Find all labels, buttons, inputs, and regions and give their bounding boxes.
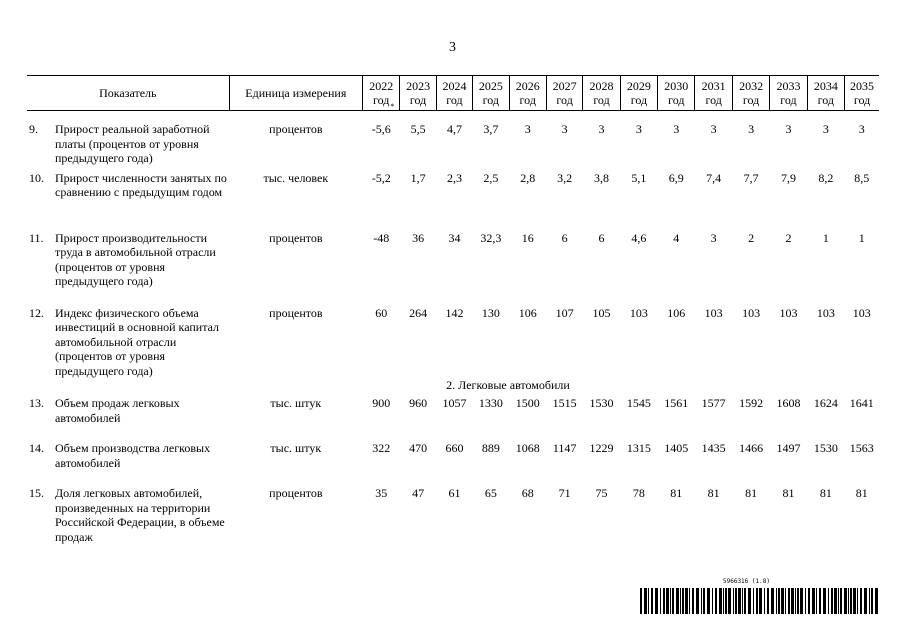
cell-value-2031: 103 — [704, 305, 723, 320]
cell-value-2033: 81 — [782, 486, 795, 500]
cell-value-2035: 3 — [858, 122, 865, 136]
cell-value-2027: 3,2 — [557, 170, 573, 185]
barcode-bar — [648, 588, 649, 614]
barcode-bar — [689, 588, 690, 614]
header-year-2025 — [473, 76, 509, 111]
row-number: 12. — [29, 305, 44, 320]
cell-value-2035: 8,5 — [854, 170, 870, 185]
barcode-bar — [712, 588, 713, 614]
cell-value-2031: 3 — [710, 230, 717, 245]
cell-value-2028: 75 — [595, 486, 608, 500]
header-year-suffix: год — [817, 93, 835, 107]
row-indicator — [27, 111, 229, 171]
barcode-bar — [663, 588, 665, 614]
barcode-bar — [728, 588, 731, 614]
header-year-2024 — [436, 76, 472, 111]
cell-value-2028: 3,8 — [594, 170, 609, 185]
cell-value-2028: 6 — [598, 230, 605, 245]
barcode-bar — [795, 588, 796, 614]
header-year-suffix: год — [373, 93, 390, 107]
barcode-bar — [797, 588, 799, 614]
row-number: 13. — [29, 396, 44, 410]
barcode-bar — [816, 588, 817, 614]
row-label: Объем продаж легковых автомобилей — [55, 396, 180, 425]
barcode-bar — [715, 588, 717, 614]
header-year-label: 2022 — [369, 79, 394, 93]
row-unit: процентов — [269, 230, 323, 245]
header-year-label: 2028 — [589, 79, 614, 93]
header-year-2022 — [363, 76, 400, 111]
indicators-table — [27, 75, 879, 546]
cell-value-2022: -5,6 — [371, 122, 391, 136]
barcode-bar — [828, 588, 829, 614]
cell-value-2025: 65 — [484, 486, 497, 500]
barcode-label: 5966316 (1.8) — [723, 578, 770, 585]
header-year-2023 — [400, 76, 436, 111]
header-year-2031 — [695, 76, 732, 111]
row-unit: тыс. человек — [263, 170, 329, 185]
header-year-label: 2024 — [442, 79, 467, 93]
cell-value-2029: 1545 — [626, 396, 651, 410]
cell-value-2032: 1592 — [739, 396, 764, 410]
barcode-bar — [860, 588, 862, 614]
barcode-bar — [703, 588, 705, 614]
cell-value-2024: 142 — [445, 305, 464, 320]
cell-value-2028: 1229 — [589, 441, 614, 455]
header-year-2029 — [620, 76, 657, 111]
cell-value-2025: 3,7 — [483, 122, 499, 136]
cell-value-2033: 1497 — [776, 441, 801, 455]
cell-value-2030: 4 — [673, 230, 680, 245]
table-row — [27, 486, 879, 546]
barcode-bar — [682, 588, 684, 614]
cell-value-2026: 3 — [524, 122, 531, 136]
cell-value-2031: 1577 — [701, 396, 726, 410]
cell-value-2033: 3 — [785, 122, 792, 136]
header-year-label: 2033 — [776, 79, 801, 93]
row-number: 10. — [29, 170, 44, 185]
barcode-bar — [857, 588, 858, 614]
cell-value-2032: 1466 — [739, 441, 764, 455]
cell-value-2035: 1641 — [849, 396, 874, 410]
cell-value-2023: 470 — [409, 441, 428, 455]
header-year-suffix: год — [668, 93, 685, 107]
cell-value-2030: 81 — [670, 486, 683, 500]
barcode-bar — [853, 588, 856, 614]
row-unit: процентов — [269, 305, 323, 320]
header-year-2027 — [546, 76, 582, 111]
barcode-bar — [738, 588, 741, 614]
barcode-bar — [748, 588, 751, 614]
cell-value-2031: 3 — [710, 122, 717, 136]
row-label: Доля легковых автомобилей, произведенных на территории Российской Федерации, в объеме продаж — [55, 486, 225, 544]
barcode-bar — [823, 588, 826, 614]
row-label: Прирост производительности труда в автомобильной отрасли (процентов от уровня предыдущего года) — [55, 230, 216, 288]
cell-value-2029: 4,6 — [631, 230, 647, 245]
barcode-bar — [725, 588, 727, 614]
table-row — [27, 111, 879, 171]
row-label: Индекс физического объема инвестиций в основной капитал автомобильной отрасли (процентов от уровня предыдущего года) — [55, 305, 220, 378]
barcode-bar — [670, 588, 671, 614]
cell-value-2023: 960 — [409, 396, 428, 410]
barcode-bar — [701, 588, 702, 614]
barcode-bar — [781, 588, 784, 614]
cell-value-2023: 264 — [409, 305, 428, 320]
table-row — [27, 171, 879, 231]
header-year-label: 2026 — [515, 79, 540, 93]
barcode-bar — [685, 588, 688, 614]
barcode-bar — [776, 588, 777, 614]
barcode-bar — [756, 588, 758, 614]
table-row — [27, 231, 879, 306]
cell-value-2026: 16 — [521, 230, 534, 245]
barcode-bar — [719, 588, 722, 614]
barcode-bar — [696, 588, 699, 614]
table-row — [27, 441, 879, 486]
barcode-bar — [692, 588, 694, 614]
cell-value-2022: 322 — [372, 441, 391, 455]
cell-value-2023: 1,7 — [410, 170, 426, 185]
cell-value-2027: 1147 — [552, 441, 577, 455]
header-year-label: 2032 — [739, 79, 764, 93]
header-year-2035 — [845, 76, 879, 111]
barcode-bar — [819, 588, 821, 614]
row-indicator — [27, 231, 229, 306]
row-label: Прирост реальной заработной платы (процентов от уровня предыдущего года) — [55, 122, 210, 165]
header-year-suffix: год — [482, 93, 500, 107]
row-indicator — [27, 171, 229, 231]
header-indicator: Показатель — [27, 76, 229, 111]
header-year-label: 2035 — [850, 79, 875, 93]
cell-value-2030: 106 — [667, 305, 686, 320]
cell-value-2022: -5,2 — [371, 170, 391, 185]
cell-value-2034: 103 — [816, 305, 835, 320]
table-row — [27, 306, 879, 379]
row-number: 15. — [29, 486, 44, 500]
page-number: 3 — [449, 40, 456, 55]
header-year-2030 — [658, 76, 695, 111]
header-year-2028 — [583, 76, 620, 111]
cell-value-2024: 660 — [445, 441, 464, 455]
cell-value-2024: 1057 — [442, 396, 467, 410]
cell-value-2027: 1515 — [552, 396, 577, 410]
cell-value-2030: 1561 — [664, 396, 689, 410]
barcode-bar — [800, 588, 803, 614]
barcode-bar — [767, 588, 769, 614]
cell-value-2024: 2,3 — [446, 170, 462, 185]
barcode-bar — [723, 588, 724, 614]
cell-value-2029: 103 — [629, 305, 648, 320]
barcode-bar — [871, 588, 873, 614]
header-year-2026 — [509, 76, 546, 111]
cell-value-2033: 2 — [785, 230, 792, 245]
cell-value-2030: 1405 — [664, 441, 689, 455]
barcode-bar — [707, 588, 710, 614]
barcode-bar — [660, 588, 661, 614]
header-year-2032 — [732, 76, 769, 111]
barcode-bar — [875, 588, 878, 614]
barcode-bar — [735, 588, 737, 614]
cell-value-2032: 103 — [742, 305, 761, 320]
row-number: 9. — [29, 122, 38, 136]
cell-value-2029: 5,1 — [631, 170, 647, 185]
section-title: 2. Легковые автомобили — [446, 378, 570, 392]
barcode-bar — [778, 588, 780, 614]
row-indicator — [27, 486, 229, 546]
barcode-bar — [834, 588, 837, 614]
header-year-2034 — [807, 76, 844, 111]
cell-value-2033: 7,9 — [780, 170, 796, 185]
barcode-bar — [850, 588, 852, 614]
barcode-bar — [771, 588, 774, 614]
barcode-bar — [840, 588, 842, 614]
header-year-suffix: год — [556, 93, 573, 107]
cell-value-2034: 1624 — [813, 396, 838, 410]
barcode-bar — [655, 588, 658, 614]
cell-value-2031: 7,4 — [706, 170, 722, 185]
cell-value-2028: 105 — [592, 305, 611, 320]
cell-value-2029: 78 — [632, 486, 645, 500]
cell-value-2035: 81 — [855, 486, 868, 500]
barcode-bar — [838, 588, 839, 614]
table-header-row — [27, 76, 879, 111]
header-unit: Единица измерения — [229, 76, 362, 111]
cell-value-2022: -48 — [373, 230, 390, 245]
header-year-suffix: год — [593, 93, 610, 107]
cell-value-2028: 3 — [598, 122, 605, 136]
row-indicator — [27, 306, 229, 379]
cell-value-2027: 3 — [561, 122, 568, 136]
cell-value-2034: 1530 — [813, 441, 838, 455]
barcode-bar — [812, 588, 815, 614]
cell-value-2034: 3 — [822, 122, 829, 136]
row-unit: процентов — [269, 486, 323, 500]
barcode-bar — [788, 588, 790, 614]
header-year-suffix: год — [519, 93, 536, 107]
cell-value-2026: 106 — [518, 305, 537, 320]
cell-value-2023: 36 — [412, 230, 425, 245]
header-year-suffix: год — [742, 93, 760, 107]
cell-value-2026: 1068 — [515, 441, 540, 455]
footnote-mark: * — [390, 102, 395, 111]
barcode-bar — [672, 588, 674, 614]
cell-value-2033: 103 — [779, 305, 798, 320]
row-label: Прирост численности занятых по сравнению с предыдущим годом — [55, 170, 227, 199]
cell-value-2034: 81 — [819, 486, 832, 500]
cell-value-2022: 35 — [375, 486, 388, 500]
barcode-bar — [808, 588, 810, 614]
cell-value-2032: 81 — [745, 486, 758, 500]
header-year-label: 2025 — [478, 79, 503, 93]
cell-value-2027: 107 — [555, 305, 574, 320]
barcode-bar — [831, 588, 833, 614]
cell-value-2023: 47 — [412, 486, 425, 500]
cell-value-2027: 6 — [561, 230, 568, 245]
barcode-bar — [759, 588, 762, 614]
cell-value-2024: 4,7 — [446, 122, 462, 136]
row-number: 11. — [29, 230, 44, 245]
header-year-suffix: год — [446, 93, 463, 107]
barcode-bar — [864, 588, 867, 614]
header-year-2033 — [770, 76, 807, 111]
section-row — [27, 378, 879, 396]
cell-value-2035: 103 — [852, 305, 871, 320]
row-unit: тыс. штук — [270, 441, 322, 455]
cell-value-2026: 68 — [521, 486, 534, 500]
cell-value-2025: 1330 — [478, 396, 503, 410]
row-unit: тыс. штук — [270, 396, 322, 410]
row-label: Объем производства легковых автомобилей — [55, 441, 211, 470]
header-year-suffix: год — [853, 93, 871, 107]
row-indicator — [27, 441, 229, 486]
cell-value-2022: 900 — [372, 396, 391, 410]
row-number: 14. — [29, 441, 44, 455]
cell-value-2026: 1500 — [515, 396, 540, 410]
table-row — [27, 396, 879, 441]
barcode-bar — [791, 588, 794, 614]
barcode-bar — [644, 588, 647, 614]
cell-value-2030: 3 — [673, 122, 680, 136]
barcode-bar — [785, 588, 786, 614]
cell-value-2032: 3 — [748, 122, 755, 136]
header-year-label: 2030 — [664, 79, 689, 93]
cell-value-2025: 2,5 — [483, 170, 499, 185]
header-year-label: 2027 — [552, 79, 577, 93]
barcode — [640, 588, 880, 614]
header-year-label: 2034 — [813, 79, 838, 93]
barcode-bar — [764, 588, 765, 614]
cell-value-2034: 8,2 — [818, 170, 834, 185]
cell-value-2031: 1435 — [701, 441, 726, 455]
cell-value-2025: 889 — [481, 441, 500, 455]
cell-value-2027: 71 — [558, 486, 571, 500]
cell-value-2035: 1563 — [849, 441, 874, 455]
header-year-label: 2023 — [406, 79, 431, 93]
cell-value-2024: 61 — [448, 486, 461, 500]
header-year-label: 2031 — [701, 79, 726, 93]
cell-value-2033: 1608 — [776, 396, 801, 410]
barcode-bar — [848, 588, 849, 614]
header-year-suffix: год — [780, 93, 797, 107]
barcode-bar — [805, 588, 806, 614]
cell-value-2031: 81 — [707, 486, 720, 500]
barcode-bar — [651, 588, 653, 614]
header-year-suffix: год — [705, 93, 722, 107]
barcode-bar — [742, 588, 743, 614]
barcode-bar — [666, 588, 669, 614]
cell-value-2032: 2 — [748, 230, 755, 245]
cell-value-2029: 1315 — [626, 441, 651, 455]
cell-value-2025: 130 — [481, 305, 500, 320]
cell-value-2022: 60 — [375, 305, 388, 320]
barcode-bar — [744, 588, 746, 614]
cell-value-2035: 1 — [858, 230, 865, 245]
header-year-suffix: год — [630, 93, 648, 107]
barcode-bar — [640, 588, 642, 614]
cell-value-2029: 3 — [635, 122, 642, 136]
cell-value-2023: 5,5 — [410, 122, 426, 136]
barcode-bar — [753, 588, 754, 614]
cell-value-2030: 6,9 — [668, 170, 684, 185]
cell-value-2026: 2,8 — [520, 170, 536, 185]
row-indicator — [27, 396, 229, 441]
barcode-bar — [844, 588, 847, 614]
cell-value-2028: 1530 — [589, 396, 614, 410]
cell-value-2034: 1 — [822, 230, 829, 245]
cell-value-2032: 7,7 — [743, 170, 759, 185]
barcode-bar — [680, 588, 681, 614]
barcode-bar — [733, 588, 734, 614]
header-year-label: 2029 — [626, 79, 651, 93]
cell-value-2025: 32,3 — [480, 230, 502, 245]
header-year-suffix: год — [409, 93, 427, 107]
cell-value-2024: 34 — [448, 230, 461, 245]
row-unit: процентов — [269, 122, 323, 136]
barcode-bar — [676, 588, 679, 614]
barcode-bar — [869, 588, 870, 614]
